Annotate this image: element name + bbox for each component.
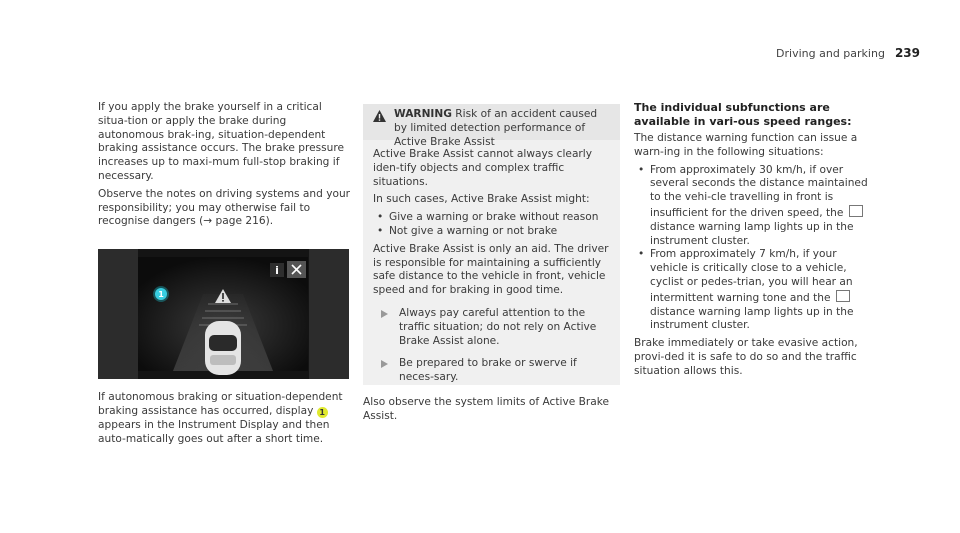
warning-box [363,104,620,385]
paragraph: The distance warning function can issue a warn-ing in the following situations: [634,132,858,158]
paragraph: Active Brake Assist cannot always clearly iden-tify objects and complex traffic situations. [373,148,593,188]
paragraph: If autonomous braking or situation-dependent braking assistance has occurred, display 1 appears in the Instrument Display and then auto-matically goes out after a short time. [98,391,343,445]
list-item: • Give a warning or brake without reason [373,211,610,225]
distance-warning-lamp-icon [849,205,863,217]
list-item: • From approximately 7 km/h, if your vehicle is critically close to a vehicle, cyclist or pedes-trian, you will hear an intermittent warning tone and the distance warning lamp lights up in the instrument cluster. [634,248,874,333]
paragraph: Also observe the system limits of Active Brake Assist. [363,396,610,422]
car-icon [205,321,241,375]
action-item: Always pay careful attention to the traffic situation; do not rely on Active Brake Assist alone. [373,307,610,348]
column-right [634,101,874,383]
column-middle [363,101,620,428]
action-item: Be prepared to brake or swerve if neces-sary. [373,357,610,385]
paragraph: If you apply the brake yourself in a critical situa-tion or apply the brake during autonomous brak-ing, situation-dependent braking assistance occurs. The brake pressure increases up to maxi-mum full-stop braking if necessary. [98,101,345,182]
warning-heading: WARNING Risk of an accident caused by limited detection performance of Active Brake Assist [394,108,598,148]
paragraph: Observe the notes on driving systems and your responsibility; you may otherwise fail to recognise dangers (→ page 216). [98,187,351,228]
warning-list [373,211,610,239]
figure-marker [153,286,169,302]
column-left [98,101,353,450]
action-arrow-icon [381,360,388,368]
marker-badge: 1 [317,407,328,418]
situation-list [634,164,874,334]
distance-warning-lamp-icon [836,290,850,302]
display-graphic [98,249,349,379]
page-header [776,46,920,60]
svg-text:1: 1 [158,290,164,300]
info-icon [270,263,284,277]
paragraph: Brake immediately or take evasive action, provi-ded it is safe to do so and the traffic situation allows this. [634,337,858,377]
list-item: • Not give a warning or not brake [373,225,610,239]
warning-triangle-icon [373,110,386,122]
section-title: Driving and parking [776,47,885,60]
list-item: • From approximately 30 km/h, if over several seconds the distance maintained to the vehi-cle travelling in front is insufficient for the driven speed, the distance warning lamp lights up in the instrument cluster. [634,164,874,249]
action-arrow-icon [381,310,388,318]
instrument-display-illustration [98,249,349,379]
svg-text:i: i [275,264,279,278]
page-number: 239 [894,46,920,60]
paragraph: Active Brake Assist is only an aid. The driver is responsible for maintaining a sufficiently safe distance to the vehicle in front, vehicle speed and for braking in good time. [373,242,609,297]
paragraph: In such cases, Active Brake Assist might: [373,193,590,206]
close-icon [287,261,306,278]
warning-header [363,104,620,148]
section-heading: The individual subfunctions are available in vari-ous speed ranges: [634,101,852,128]
